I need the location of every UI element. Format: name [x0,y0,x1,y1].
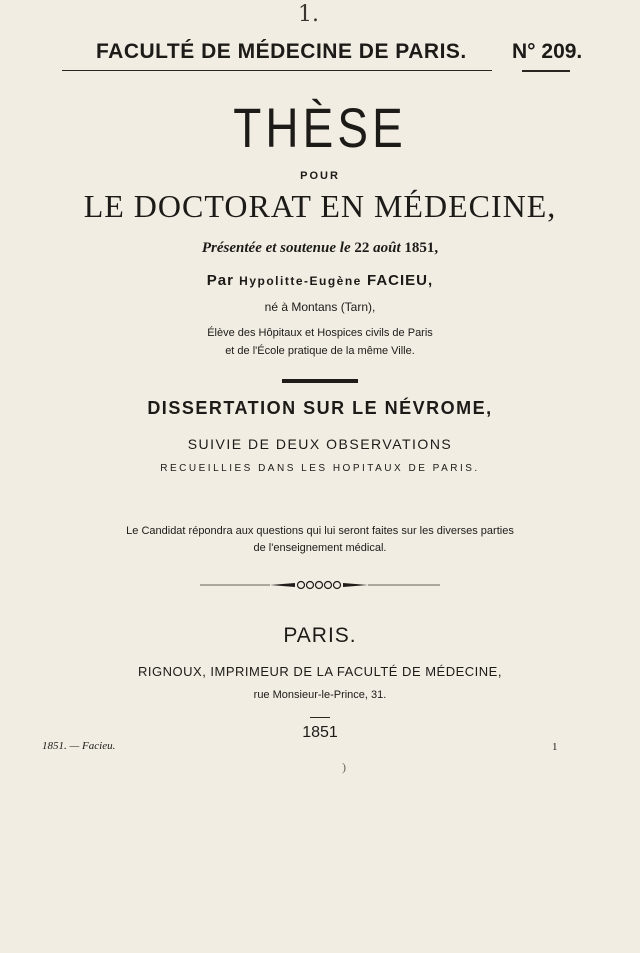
imprint-dash [310,717,330,718]
footer-signature: 1851. — Facieu. [42,740,116,752]
author-line [0,272,640,289]
imprint-year: 1851 [302,724,338,741]
main-title: THÈSE [233,96,407,159]
dissertation-source: RECUEILLIES DANS LES HOPITAUX DE PARIS. [160,463,480,474]
pour-label: POUR [300,170,340,182]
imprint-city: PARIS. [283,624,357,647]
dissertation-title: DISSERTATION SUR LE NÉVROME, [147,398,493,418]
presentation-text: Présentée et soutenue le [201,240,351,256]
presentation-line [0,240,640,257]
author-status-line2: et de l'École pratique de la même Ville. [225,345,415,357]
ornament-divider [200,578,440,592]
imprint-printer: RIGNOUX, IMPRIMEUR DE LA FACULTÉ DE MÉDECINE, [138,664,502,679]
author-given-names: Hypolitte-Eugène [239,274,362,288]
faculty-heading: FACULTÉ DE MÉDECINE DE PARIS. [96,40,467,63]
thesis-number: N° 209. [512,40,583,63]
degree-title: LE DOCTORAT EN MÉDECINE, [83,188,557,224]
author-birthplace: né à Montans (Tarn), [264,300,376,314]
dissertation-subtitle: SUIVIE DE DEUX OBSERVATIONS [187,436,453,452]
imprint-address: rue Monsieur-le-Prince, 31. [253,689,387,701]
presentation-year: 1851, [404,240,439,256]
header-rule [62,70,492,71]
candidate-note-line1: Le Candidat répondra aux questions qui lui seront faites sur les diverses parties [126,525,514,537]
manuscript-mark: 1. [298,2,319,27]
author-prefix: Par [206,272,234,289]
sheet-number: 1 [552,741,558,753]
author-status-line1: Élève des Hôpitaux et Hospices civils de Paris [207,327,433,339]
author-surname: FACIEU, [367,272,434,289]
header-flourish [522,70,570,72]
footer-paren: ) [342,760,346,774]
divider-bar [282,379,358,383]
candidate-note-line2: de l'enseignement médical. [253,542,387,554]
presentation-month: août [373,240,401,256]
presentation-day: 22 [354,240,370,256]
